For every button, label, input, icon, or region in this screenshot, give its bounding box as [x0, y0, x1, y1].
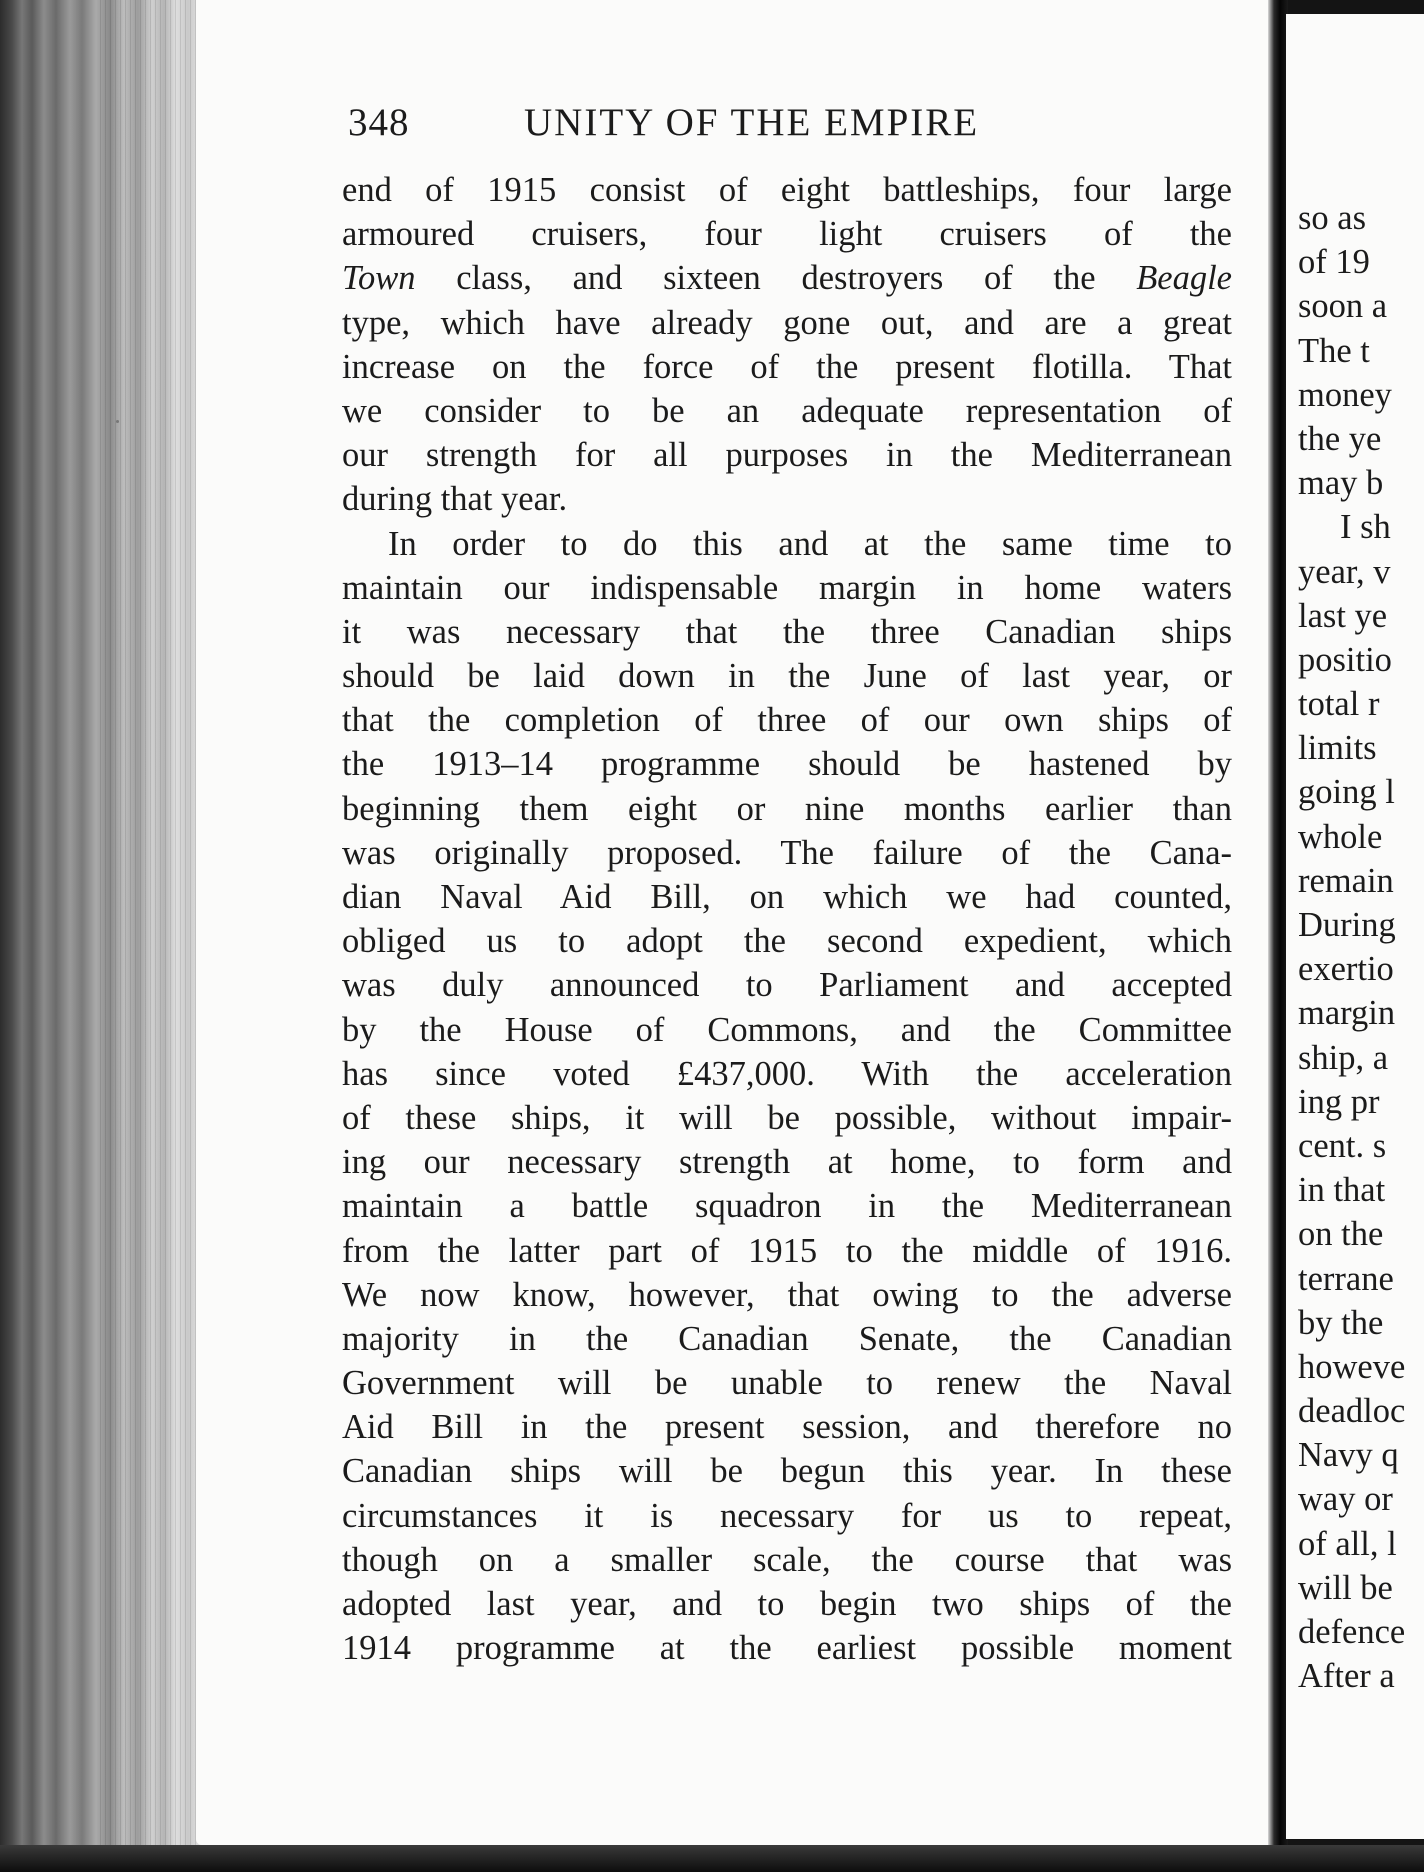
- facing-text-line: money: [1298, 375, 1392, 414]
- text-line: adopted last year, and to begin two ships of the: [342, 1585, 1232, 1623]
- facing-page-text: [1298, 196, 1405, 1698]
- text-line: Town class, and sixteen destroyers of the Beagle: [342, 259, 1232, 298]
- paragraph-start-line: In order to do this and at the same time to: [388, 524, 1232, 563]
- text-line: circumstances it is necessary for us to repeat,: [342, 1496, 1232, 1535]
- facing-text-line: whole: [1298, 817, 1383, 856]
- facing-text-line: ing pr: [1298, 1082, 1380, 1121]
- page-stack-texture: [100, 0, 200, 1872]
- text-line: from the latter part of 1915 to the middle of 1916.: [342, 1231, 1232, 1270]
- facing-text-line: deadloc: [1298, 1392, 1406, 1431]
- text-line: it was necessary that the three Canadian ships: [342, 612, 1232, 651]
- facing-text-line: of all, l: [1298, 1524, 1397, 1563]
- text-line: Canadian ships will be begun this year. In these: [342, 1452, 1232, 1491]
- scan-bottom-edge: [0, 1845, 1424, 1872]
- text-line: the 1913–14 programme should be hastened by: [342, 745, 1232, 784]
- facing-text-line: positio: [1298, 640, 1392, 679]
- running-title: UNITY OF THE EMPIRE: [524, 101, 980, 144]
- text-line: We now know, however, that owing to the adverse: [342, 1275, 1232, 1314]
- facing-text-line: may b: [1298, 464, 1384, 503]
- facing-text-line: margin: [1298, 994, 1396, 1033]
- facing-text-line: howeve: [1298, 1347, 1406, 1386]
- text-line: we consider to be an adequate representation of: [342, 391, 1232, 430]
- facing-text-line: ship, a: [1298, 1038, 1389, 1077]
- text-line: that the completion of three of our own ships of: [342, 701, 1232, 740]
- facing-text-line: defence: [1298, 1613, 1406, 1651]
- text-line: has since voted £437,000. With the acceleration: [342, 1054, 1232, 1093]
- dust-speck: [116, 420, 119, 423]
- facing-text-line: exertio: [1298, 950, 1394, 989]
- text-line: dian Naval Aid Bill, on which we had counted,: [342, 878, 1232, 916]
- text-line: ing our necessary strength at home, to form and: [342, 1143, 1232, 1182]
- facing-text-line: last ye: [1298, 596, 1388, 635]
- facing-text-line: During: [1298, 906, 1396, 944]
- facing-page: [1286, 14, 1424, 1839]
- text-line: our strength for all purposes in the Mediterranean: [342, 436, 1232, 475]
- facing-text-line: by the: [1298, 1303, 1384, 1342]
- text-line: of these ships, it will be possible, without impair-: [342, 1098, 1232, 1137]
- facing-text-line: on the: [1298, 1215, 1384, 1254]
- text-line: during that year.: [342, 480, 568, 519]
- facing-text-line: After a: [1298, 1657, 1395, 1696]
- text-line: armoured cruisers, four light cruisers of the: [342, 215, 1232, 254]
- facing-text-line: in that: [1298, 1171, 1386, 1210]
- text-line: majority in the Canadian Senate, the Canadian: [342, 1319, 1232, 1358]
- text-line: though on a smaller scale, the course that was: [342, 1540, 1232, 1579]
- facing-text-line: I sh: [1340, 508, 1391, 547]
- facing-text-line: will be: [1298, 1568, 1393, 1607]
- facing-text-line: terrane: [1298, 1259, 1394, 1298]
- text-line: end of 1915 consist of eight battleships, four large: [342, 171, 1232, 209]
- facing-text-line: way or: [1298, 1480, 1393, 1519]
- text-line: was duly announced to Parliament and accepted: [342, 966, 1232, 1005]
- page-header: [348, 100, 1228, 150]
- facing-text-line: of 19: [1298, 243, 1370, 282]
- text-line: Aid Bill in the present session, and therefore no: [342, 1408, 1232, 1447]
- page-number: 348: [348, 101, 410, 144]
- facing-text-line: remain: [1298, 861, 1394, 900]
- facing-text-line: cent. s: [1298, 1126, 1387, 1165]
- italic-ship-class: Beagle: [1136, 259, 1232, 298]
- facing-text-line: limits: [1298, 729, 1377, 768]
- text-line: was originally proposed. The failure of the Cana-: [342, 833, 1232, 872]
- text-line: maintain our indispensable margin in home waters: [342, 568, 1232, 607]
- text-line: 1914 programme at the earliest possible moment: [342, 1629, 1232, 1668]
- text-line: should be laid down in the June of last year, or: [342, 657, 1232, 696]
- facing-text-line: the ye: [1298, 419, 1382, 458]
- italic-ship-class: Town: [342, 259, 416, 298]
- facing-text-line: The t: [1298, 331, 1370, 370]
- text-line: increase on the force of the present flotilla. That: [342, 347, 1232, 386]
- text-line: Government will be unable to renew the Naval: [342, 1364, 1232, 1403]
- book-gutter: [1268, 0, 1288, 1872]
- facing-text-line: going l: [1298, 773, 1395, 812]
- text-line: obliged us to adopt the second expedient, which: [342, 922, 1232, 961]
- text-line: maintain a battle squadron in the Mediterranean: [342, 1187, 1232, 1226]
- text-line: beginning them eight or nine months earlier than: [342, 789, 1232, 828]
- facing-text-line: year, v: [1298, 552, 1391, 591]
- facing-text-line: total r: [1298, 685, 1380, 724]
- facing-text-line: Navy q: [1298, 1436, 1399, 1475]
- text-line: by the House of Commons, and the Committee: [342, 1010, 1232, 1049]
- text-line: type, which have already gone out, and are a great: [342, 303, 1232, 342]
- facing-text-line: so as: [1298, 199, 1367, 237]
- facing-text-line: soon a: [1298, 287, 1388, 326]
- body-text: [342, 168, 1232, 1670]
